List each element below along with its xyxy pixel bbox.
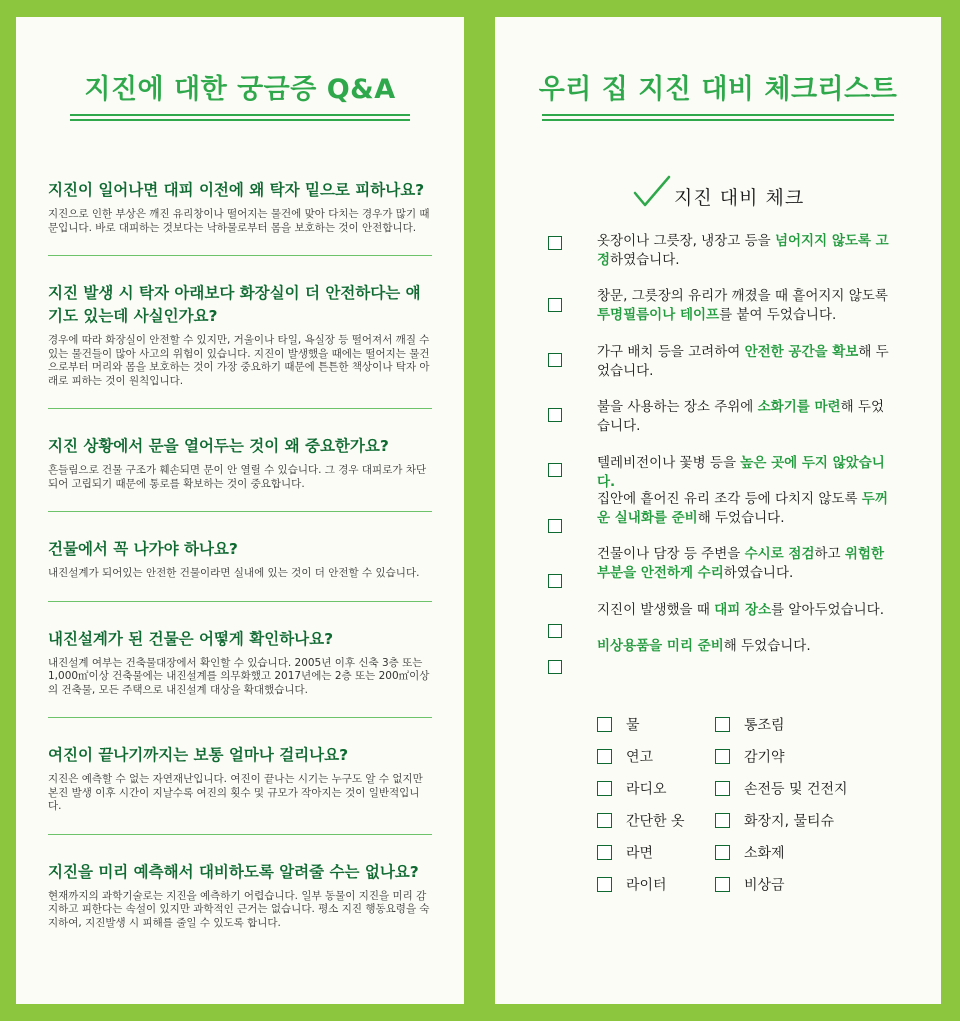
checklist-item-text: 창문, 그릇장의 유리가 깨졌을 때 흩어지지 않도록 투명필름이나 테이프를 붙여 두었습니다.: [597, 288, 888, 323]
checklist-item-text: 지진이 발생했을 때 대피 장소를 알아두었습니다.: [597, 602, 884, 618]
qa-item: [48, 861, 432, 951]
checklist-checkbox[interactable]: [548, 236, 562, 250]
checkmark-icon: [632, 175, 672, 209]
supply-item[interactable]: 감기약: [715, 746, 785, 764]
supply-checkbox[interactable]: [715, 813, 730, 828]
supply-item[interactable]: 라디오: [597, 778, 667, 796]
checklist-item-text: 옷장이나 그릇장, 냉장고 등을 넘어지지 않도록 고정하였습니다.: [597, 233, 889, 268]
checklist-checkbox[interactable]: [548, 519, 562, 533]
supply-item[interactable]: 통조림: [715, 714, 785, 732]
qa-item: [48, 538, 432, 602]
qa-item: [48, 628, 432, 719]
qa-answer: 흔들림으로 건물 구조가 훼손되면 문이 안 열릴 수 있습니다. 그 경우 대피로가 차단되어 고립되기 때문에 통로를 확보하는 것이 중요합니다.: [48, 464, 427, 490]
qa-answer: 내진설계 여부는 건축물대장에서 확인할 수 있습니다. 2005년 이후 신축 3층 또는 1,000㎡이상 건축물에는 내진설계를 의무화했고 2017년에는 2층 또는 200㎡이상의 건축물, 모든 주택으로 내진설계 대상을 확대했습니다.: [48, 656, 430, 696]
checklist-item-text: 비상용품을 미리 준비해 두었습니다.: [597, 638, 811, 654]
qa-item: [48, 435, 432, 512]
supply-checkbox[interactable]: [715, 749, 730, 764]
checklist-item-text: 불을 사용하는 장소 주위에 소화기를 마련해 두었습니다.: [597, 399, 884, 434]
checklist-checkbox[interactable]: [548, 624, 562, 638]
checklist-title: 우리 집 지진 대비 체크리스트: [538, 74, 898, 105]
supply-checkbox[interactable]: [597, 781, 612, 796]
supply-checkbox[interactable]: [597, 845, 612, 860]
title-underline: [542, 114, 894, 121]
checklist-checkbox[interactable]: [548, 298, 562, 312]
supply-checkbox[interactable]: [715, 781, 730, 796]
supply-item[interactable]: 소화제: [715, 842, 785, 860]
supply-checkbox[interactable]: [597, 749, 612, 764]
qa-panel: [16, 17, 464, 1004]
checklist-checkbox[interactable]: [548, 408, 562, 422]
checklist-checkbox[interactable]: [548, 660, 562, 674]
supply-item[interactable]: 화장지, 물티슈: [715, 810, 834, 828]
supply-checkbox[interactable]: [597, 813, 612, 828]
checklist-item-text: 텔레비전이나 꽃병 등을 높은 곳에 두지 않았습니다.: [597, 455, 885, 490]
qa-answer: 지진은 예측할 수 없는 자연재난입니다. 여진이 끝나는 시기는 누구도 알 수 없지만 본진 발생 이후 시간이 지날수록 여진의 횟수 및 규모가 작아지는 것이 일반적입니다.: [48, 773, 423, 812]
checklist-item-text: 집안에 흩어진 유리 조각 등에 다치지 않도록 두꺼운 실내화를 준비해 두었습니다.: [597, 491, 888, 526]
qa-answer: 경우에 따라 화장실이 안전할 수 있지만, 거울이나 타일, 욕실장 등 떨어져서 깨질 수 있는 물건들이 많아 사고의 위험이 있습니다. 지진이 발생했을 때에는 떨어지는 물건으로부터 머리와 몸을 보호하는 것이 가장 중요하기 때문에 튼튼한 책상이나 탁자 아래로 피하는 것이 원칙입니다.: [48, 334, 430, 387]
supply-item[interactable]: 연고: [597, 746, 653, 764]
qa-item: [48, 179, 432, 256]
supply-checkbox[interactable]: [597, 877, 612, 892]
check-header-label: 지진 대비 체크: [674, 187, 805, 209]
checklist-item-text: 건물이나 담장 등 주변을 수시로 점검하고 위험한 부분을 안전하게 수리하였습니다.: [597, 546, 884, 581]
qa-item: [48, 744, 432, 835]
checklist-checkbox[interactable]: [548, 353, 562, 367]
qa-question: 내진설계가 된 건물은 어떻게 확인하나요?: [48, 629, 334, 648]
qa-answer: 지진으로 인한 부상은 깨진 유리창이나 떨어지는 물건에 맞아 다치는 경우가 많기 때문입니다. 바로 대피하는 것보다는 낙하물로부터 몸을 보호하는 것이 안전합니다.: [48, 208, 430, 234]
qa-title: 지진에 대한 궁금증 Q&A: [84, 74, 396, 105]
checklist-checkbox[interactable]: [548, 574, 562, 588]
qa-question: 건물에서 꼭 나가야 하나요?: [48, 540, 238, 558]
supply-checkbox[interactable]: [597, 717, 612, 732]
supply-checkbox[interactable]: [715, 845, 730, 860]
supply-item[interactable]: 라이터: [597, 874, 667, 892]
supply-item[interactable]: 비상금: [715, 874, 785, 892]
qa-question: 지진 상황에서 문을 열어두는 것이 왜 중요한가요?: [48, 437, 389, 455]
supply-checkbox[interactable]: [715, 717, 730, 732]
qa-item: [48, 282, 432, 409]
supply-checkbox[interactable]: [715, 877, 730, 892]
supply-item[interactable]: 손전등 및 건전지: [715, 778, 848, 796]
supply-item[interactable]: 간단한 옷: [597, 810, 685, 828]
supply-item[interactable]: 물: [597, 714, 640, 732]
qa-question: 지진 발생 시 탁자 아래보다 화장실이 더 안전하다는 얘기도 있는데 사실인가요?: [48, 284, 421, 325]
title-underline: [70, 114, 410, 121]
qa-question: 여진이 끝나기까지는 보통 얼마나 걸리나요?: [48, 746, 349, 764]
qa-answer: 내진설계가 되어있는 안전한 건물이라면 실내에 있는 것이 더 안전할 수 있습니다.: [48, 567, 420, 579]
qa-question: 지진이 일어나면 대피 이전에 왜 탁자 밑으로 피하나요?: [48, 181, 425, 199]
qa-list: [48, 179, 432, 950]
checklist-panel: [495, 17, 941, 1004]
qa-question: 지진을 미리 예측해서 대비하도록 알려줄 수는 없나요?: [48, 862, 419, 881]
qa-answer: 현재까지의 과학기술로는 지진을 예측하기 어렵습니다. 일부 동물이 지진을 미리 감지하고 피한다는 속설이 있지만 과학적인 근거는 없습니다. 평소 지진 행동요령을 숙지하여, 지진발생 시 피해를 줄일 수 있도록 합니다.: [48, 889, 430, 929]
checklist-checkbox[interactable]: [548, 463, 562, 477]
supply-item[interactable]: 라면: [597, 842, 653, 860]
checklist-item-text: 가구 배치 등을 고려하여 안전한 공간을 확보해 두었습니다.: [597, 344, 889, 379]
